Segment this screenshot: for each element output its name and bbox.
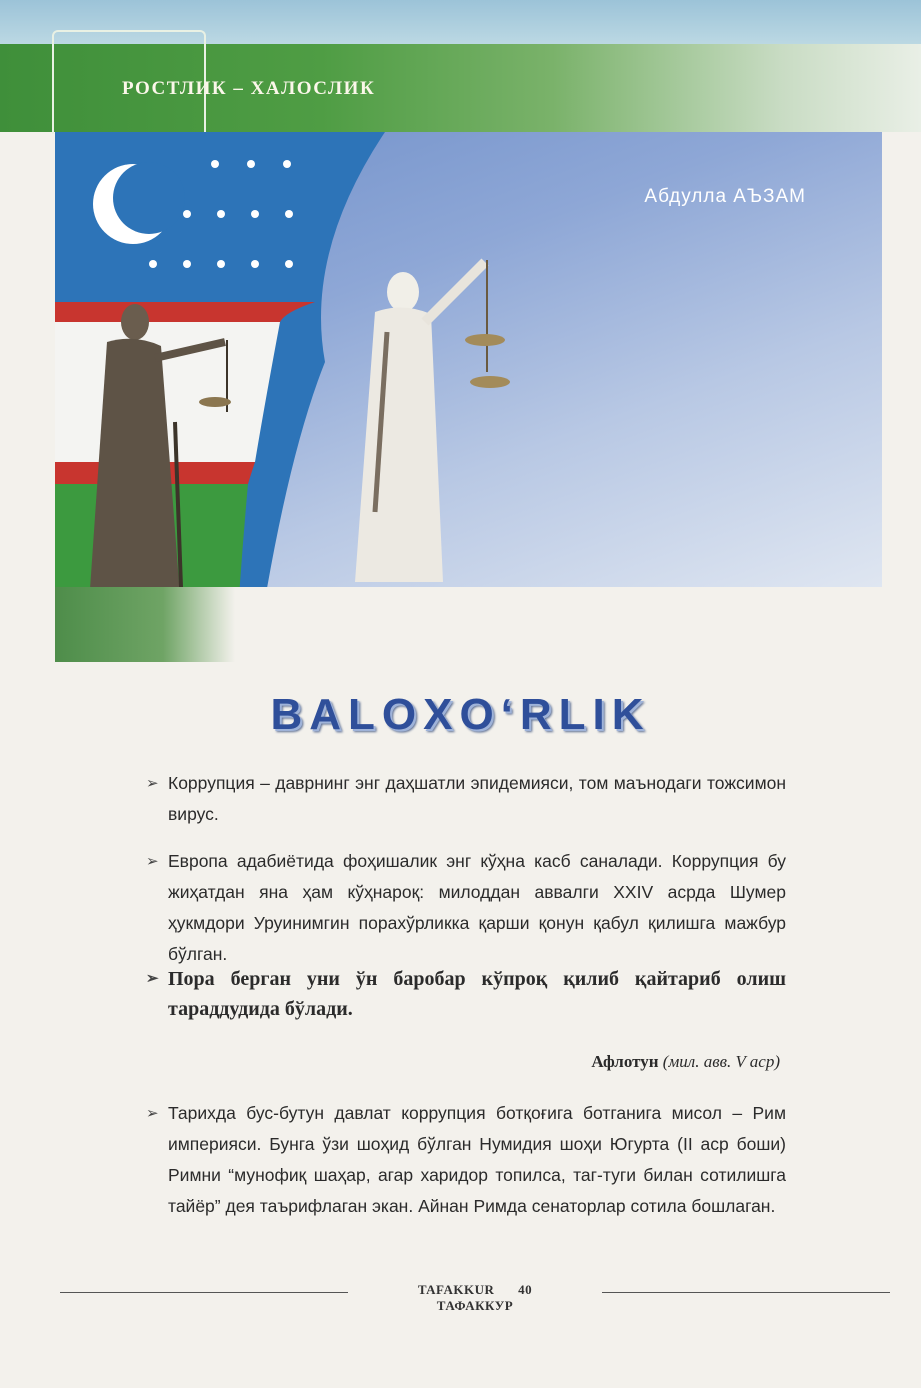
bronze-statue-image [75,302,265,587]
author-name: Абдулла АЪЗАМ [644,186,806,207]
arrow-icon: ➢ [146,853,159,870]
justice-statue-image [335,252,535,582]
article-title: BALOXO‘RLIK [270,690,651,739]
bullet-item [146,1098,786,1222]
bullet-text: Коррупция – даврнинг энг даҳшатли эпидемияси, том маънодаги тожсимон вирус. [168,773,786,824]
bullet-item [146,846,786,970]
footer-divider [60,1292,348,1293]
footer-divider [602,1292,890,1293]
bullet-text: Европа адабиётида фоҳишалик энг кўҳна касб саналади. Коррупция бу жиҳатдан яна ҳам кўҳнароқ: милоддан аввалги XXIV асрда Шумер ҳукмдори Уруинимгин порахўрликка қарши қонун қабул қилишга мажбур бўлган. [168,851,786,964]
arrow-icon: ➢ [146,775,159,792]
bullet-item [146,768,786,830]
section-title: РОСТЛИК – ХАЛОСЛИК [122,78,376,99]
footer-right-label: ТАФАККУР [436,1298,514,1313]
footer-left-label: TAFAKKUR [417,1282,495,1297]
quote-attribution [591,1052,780,1072]
footer-text [360,1282,590,1314]
page-number: 40 [518,1282,533,1297]
attribution-name: Афлотун [591,1052,659,1071]
hero-illustration [55,132,882,587]
arrow-icon: ➢ [146,1105,159,1122]
quote-text: Пора берган уни ўн баробар кўпроқ қилиб қайтариб олиш тараддудида бўлади. [168,968,786,1020]
hero-lower-extension [55,587,235,662]
page-footer [60,1282,890,1313]
header-band [0,0,921,132]
bullet-text: Тарихда бус-бутун давлат коррупция ботқоғига ботганига мисол – Рим империяси. Бунга ўзи шоҳид бўлган Нумидия шоҳи Югурта (II аср боши) Римни “мунофиқ шаҳар, агар харидор топилса, таг-туги билан сотилишга тайёр” дея таърифлаган экан. Айнан Римда сенаторлар сотила бошлаган. [168,1103,786,1216]
attribution-source: (мил. авв. V аср) [662,1052,780,1071]
quote-bullet [146,964,786,1024]
arrow-icon: ➢ [146,971,159,987]
